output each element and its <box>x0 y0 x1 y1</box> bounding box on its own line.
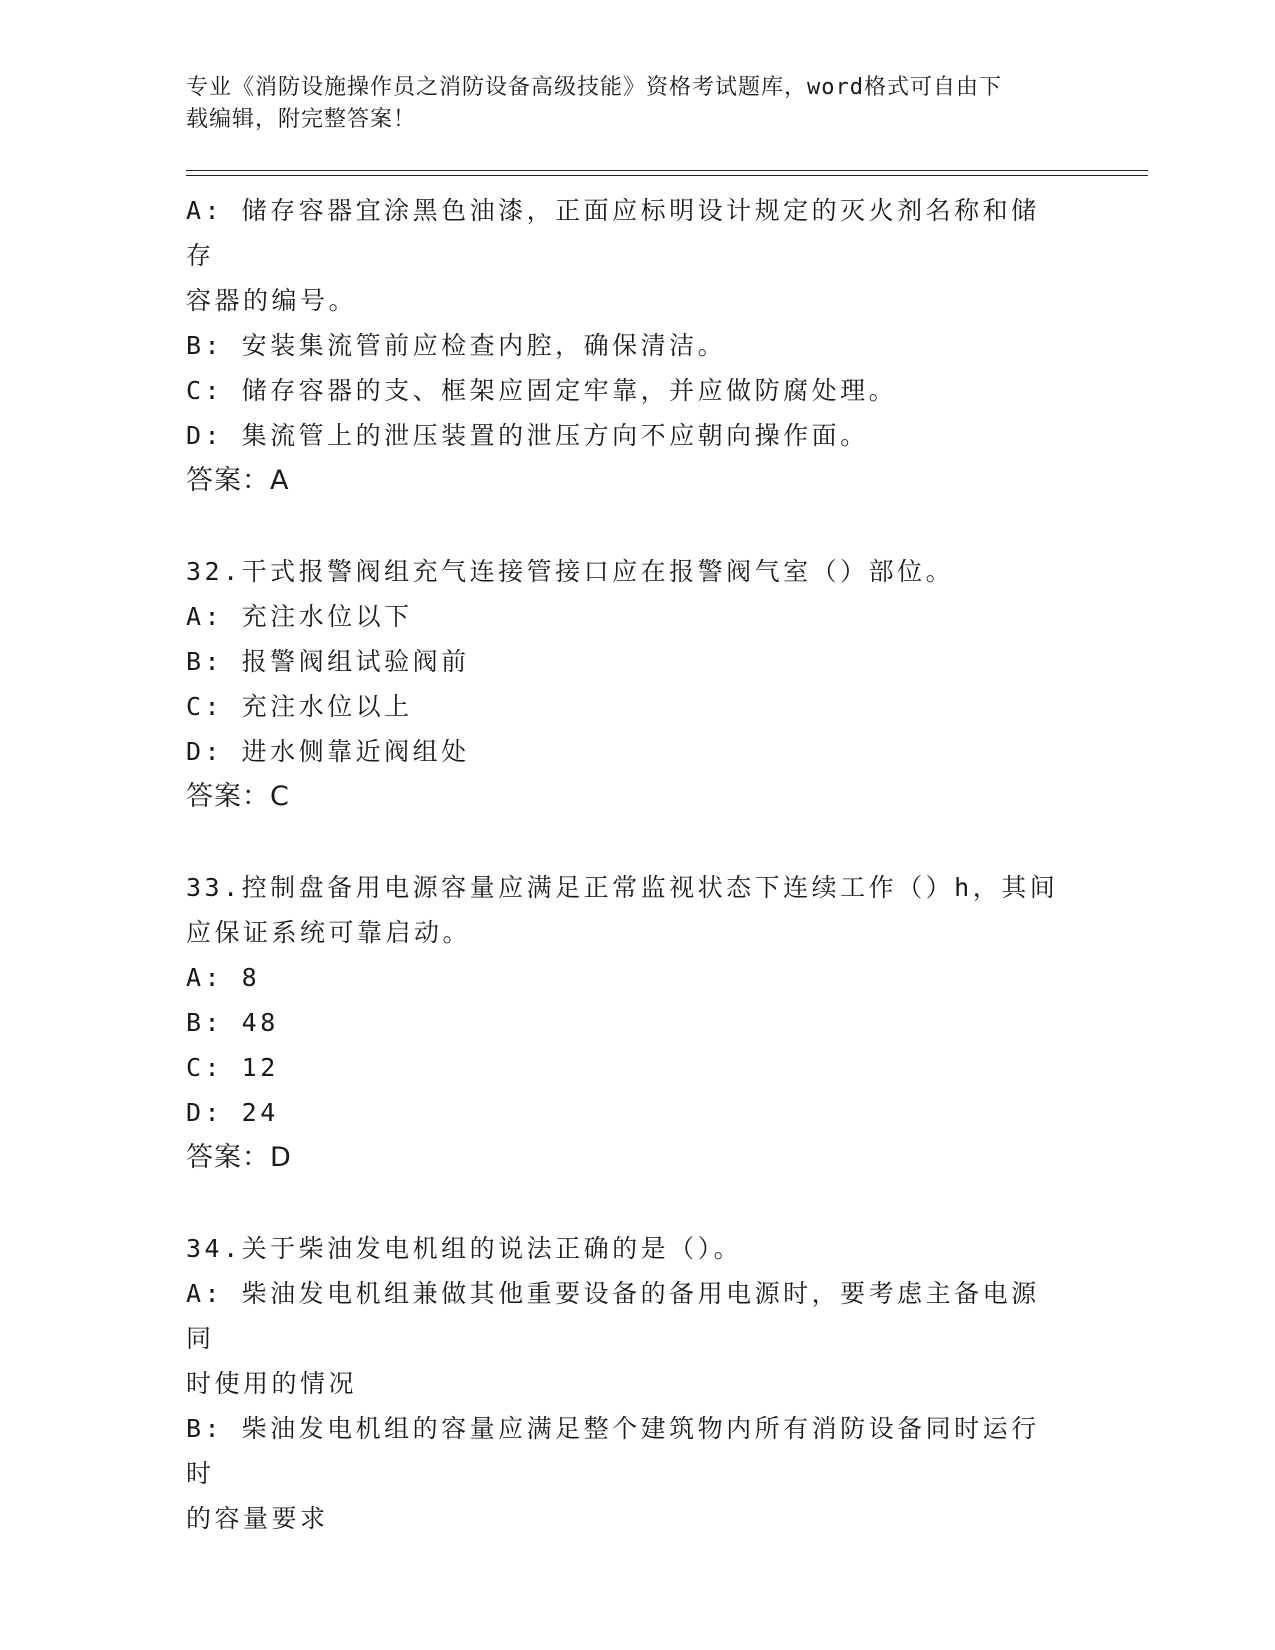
option-b: B: 报警阀组试验阀前 <box>186 647 470 676</box>
option-a: A: 充注水位以下 <box>186 602 413 631</box>
question-32-text: 32.干式报警阀组充气连接管接口应在报警阀气室（）部位。 <box>186 557 955 586</box>
option-a: A: 储存容器宜涂黑色油漆，正面应标明设计规定的灭火剂名称和储存 <box>186 196 1040 270</box>
option-a: A: 柴油发电机组兼做其他重要设备的备用电源时，要考虑主备电源同 <box>186 1279 1040 1353</box>
answer-33: 答案：D <box>186 1142 292 1173</box>
option-b: B: 48 <box>186 1008 279 1037</box>
question-34 <box>186 1226 1066 1541</box>
question-34-text: 34.关于柴油发电机组的说法正确的是（）。 <box>186 1234 743 1263</box>
option-b: B: 柴油发电机组的容量应满足整个建筑物内所有消防设备同时运行时 <box>186 1414 1040 1488</box>
document-header <box>186 72 1066 136</box>
question-33 <box>186 865 1066 1180</box>
option-c: C: 充注水位以上 <box>186 692 413 721</box>
question-33-text: 33.控制盘备用电源容量应满足正常监视状态下连续工作（）h，其间 <box>186 873 1059 902</box>
header-rule-top <box>186 170 1148 171</box>
option-d: D: 进水侧靠近阀组处 <box>186 737 470 766</box>
answer-32: 答案：C <box>186 781 290 812</box>
option-c: C: 储存容器的支、框架应固定牢靠，并应做防腐处理。 <box>186 376 898 405</box>
question-33-continuation: 应保证系统可靠启动。 <box>186 918 472 947</box>
option-d: D: 集流管上的泄压装置的泄压方向不应朝向操作面。 <box>186 421 869 450</box>
header-rule-bottom <box>186 175 1148 176</box>
option-a: A: 8 <box>186 963 261 992</box>
option-b: B: 安装集流管前应检查内腔，确保清洁。 <box>186 331 727 360</box>
header-line-1: 专业《消防设施操作员之消防设备高级技能》资格考试题库，word格式可自由下 <box>186 75 1002 100</box>
option-a-continuation: 容器的编号。 <box>186 286 358 315</box>
answer-31: 答案：A <box>186 465 290 496</box>
option-c: C: 12 <box>186 1053 279 1082</box>
question-32 <box>186 549 1066 819</box>
option-a-continuation: 时使用的情况 <box>186 1369 358 1398</box>
option-d: D: 24 <box>186 1098 279 1127</box>
question-list <box>186 188 1066 1541</box>
header-line-2: 载编辑，附完整答案！ <box>186 107 417 132</box>
option-b-continuation: 的容量要求 <box>186 1504 329 1533</box>
question-31-options <box>186 188 1066 503</box>
